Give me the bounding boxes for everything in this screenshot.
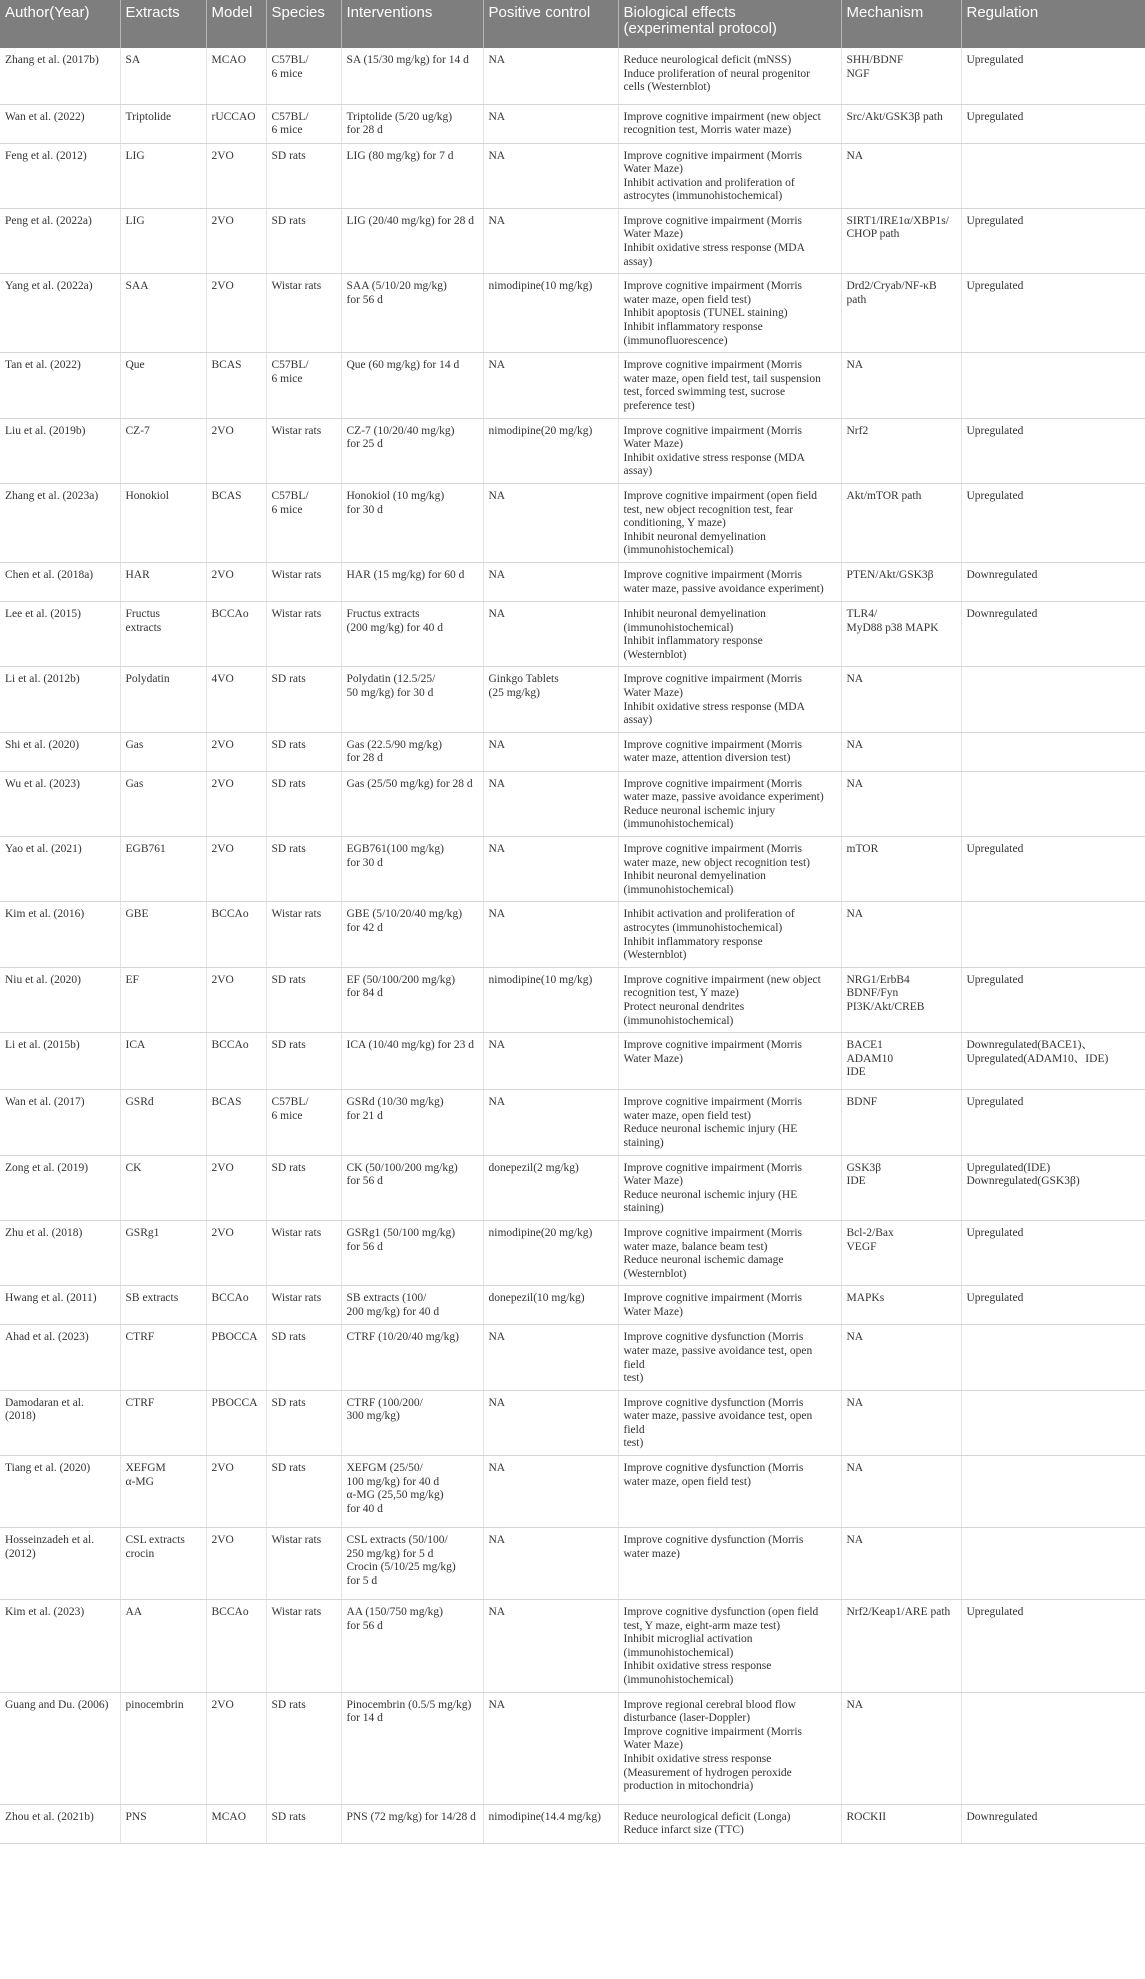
table-row — [0, 1390, 1145, 1455]
table-row — [0, 104, 1145, 143]
cell-positive-control: NA — [483, 1456, 618, 1528]
table-row — [0, 771, 1145, 836]
cell-positive-control: NA — [483, 837, 618, 902]
col-header-species: Species — [266, 0, 341, 48]
cell-mechanism: NA — [841, 1325, 961, 1390]
cell-species: SD rats — [266, 732, 341, 771]
col-header-interventions: Interventions — [341, 0, 483, 48]
cell-regulation — [961, 353, 1145, 418]
cell-biological-effects: Improve cognitive impairment (Morris water maze, balance beam test) Reduce neuronal ischemic damage (Westernblot) — [618, 1220, 841, 1285]
cell-regulation: Upregulated — [961, 1600, 1145, 1693]
cell-interventions: HAR (15 mg/kg) for 60 d — [341, 562, 483, 601]
cell-species: SD rats — [266, 208, 341, 273]
cell-positive-control: NA — [483, 771, 618, 836]
cell-biological-effects: Improve regional cerebral blood flow disturbance (laser-Doppler) Improve cognitive impairment (Morris Water Maze) Inhibit oxidative stress response (Measurement of hydrogen peroxide production in mitochondria) — [618, 1692, 841, 1804]
cell-biological-effects: Improve cognitive impairment (new object recognition test, Morris water maze) — [618, 104, 841, 143]
table-row — [0, 837, 1145, 902]
cell-model: BCAS — [206, 483, 266, 562]
cell-species: Wistar rats — [266, 1528, 341, 1600]
cell-regulation: Upregulated — [961, 274, 1145, 353]
cell-regulation: Upregulated — [961, 967, 1145, 1032]
cell-species: Wistar rats — [266, 902, 341, 967]
col-header-extracts: Extracts — [120, 0, 206, 48]
cell-regulation: Upregulated — [961, 483, 1145, 562]
cell-author: Wan et al. (2017) — [0, 1090, 120, 1155]
cell-biological-effects: Improve cognitive impairment (Morris Water Maze) — [618, 1033, 841, 1090]
cell-interventions: Gas (25/50 mg/kg) for 28 d — [341, 771, 483, 836]
cell-interventions: Gas (22.5/90 mg/kg) for 28 d — [341, 732, 483, 771]
cell-regulation: Downregulated — [961, 1804, 1145, 1843]
cell-mechanism: TLR4/ MyD88 p38 MAPK — [841, 601, 961, 666]
cell-species: C57BL/ 6 mice — [266, 483, 341, 562]
cell-mechanism: BACE1 ADAM10 IDE — [841, 1033, 961, 1090]
cell-positive-control: NA — [483, 1528, 618, 1600]
cell-mechanism: NA — [841, 1692, 961, 1804]
cell-biological-effects: Improve cognitive impairment (Morris water maze, open field test) Inhibit apoptosis (TUNEL staining) Inhibit inflammatory response (immunofluorescence) — [618, 274, 841, 353]
cell-mechanism: NA — [841, 1528, 961, 1600]
cell-species: SD rats — [266, 143, 341, 208]
cell-species: Wistar rats — [266, 418, 341, 483]
cell-regulation — [961, 1390, 1145, 1455]
col-header-mechanism: Mechanism — [841, 0, 961, 48]
cell-model: PBOCCA — [206, 1390, 266, 1455]
cell-biological-effects: Improve cognitive impairment (Morris water maze, new object recognition test) Inhibit neuronal demyelination (immunohistochemical) — [618, 837, 841, 902]
cell-author: Liu et al. (2019b) — [0, 418, 120, 483]
cell-regulation — [961, 1325, 1145, 1390]
cell-interventions: LIG (20/40 mg/kg) for 28 d — [341, 208, 483, 273]
cell-positive-control: nimodipine(14.4 mg/kg) — [483, 1804, 618, 1843]
cell-model: 2VO — [206, 1155, 266, 1220]
cell-species: SD rats — [266, 837, 341, 902]
cell-model: 2VO — [206, 771, 266, 836]
cell-species: Wistar rats — [266, 274, 341, 353]
cell-species: SD rats — [266, 967, 341, 1032]
cell-regulation: Downregulated — [961, 562, 1145, 601]
cell-positive-control: NA — [483, 1390, 618, 1455]
table-row — [0, 143, 1145, 208]
cell-model: BCCAo — [206, 1600, 266, 1693]
cell-extracts: CK — [120, 1155, 206, 1220]
cell-species: SD rats — [266, 1155, 341, 1220]
cell-regulation — [961, 771, 1145, 836]
table-body — [0, 48, 1145, 1843]
cell-mechanism: mTOR — [841, 837, 961, 902]
cell-positive-control: NA — [483, 1600, 618, 1693]
table-row — [0, 601, 1145, 666]
cell-author: Zhou et al. (2021b) — [0, 1804, 120, 1843]
cell-mechanism: Src/Akt/GSK3β path — [841, 104, 961, 143]
cell-author: Ahad et al. (2023) — [0, 1325, 120, 1390]
table-row — [0, 1155, 1145, 1220]
cell-interventions: EF (50/100/200 mg/kg) for 84 d — [341, 967, 483, 1032]
table-row — [0, 483, 1145, 562]
table-row — [0, 1325, 1145, 1390]
cell-interventions: GSRd (10/30 mg/kg) for 21 d — [341, 1090, 483, 1155]
cell-interventions: Honokiol (10 mg/kg) for 30 d — [341, 483, 483, 562]
col-header-regulation: Regulation — [961, 0, 1145, 48]
cell-species: C57BL/ 6 mice — [266, 353, 341, 418]
cell-biological-effects: Improve cognitive dysfunction (Morris water maze, passive avoidance test, open field test) — [618, 1325, 841, 1390]
cell-species: Wistar rats — [266, 1600, 341, 1693]
cell-interventions: LIG (80 mg/kg) for 7 d — [341, 143, 483, 208]
cell-biological-effects: Improve cognitive impairment (Morris water maze, attention diversion test) — [618, 732, 841, 771]
cell-author: Shi et al. (2020) — [0, 732, 120, 771]
cell-regulation: Downregulated(BACE1)、 Upregulated(ADAM10、IDE) — [961, 1033, 1145, 1090]
cell-author: Guang and Du. (2006) — [0, 1692, 120, 1804]
table-row — [0, 1090, 1145, 1155]
table-row — [0, 1286, 1145, 1325]
cell-author: Tiang et al. (2020) — [0, 1456, 120, 1528]
cell-mechanism: SHH/BDNF NGF — [841, 48, 961, 104]
cell-biological-effects: Improve cognitive impairment (Morris Water Maze) Inhibit oxidative stress response (MDA assay) — [618, 667, 841, 732]
cell-extracts: CSL extracts crocin — [120, 1528, 206, 1600]
cell-interventions: CTRF (10/20/40 mg/kg) — [341, 1325, 483, 1390]
cell-positive-control: nimodipine(10 mg/kg) — [483, 274, 618, 353]
cell-model: MCAO — [206, 48, 266, 104]
cell-positive-control: NA — [483, 48, 618, 104]
cell-author: Chen et al. (2018a) — [0, 562, 120, 601]
cell-mechanism: NA — [841, 771, 961, 836]
table-row — [0, 1220, 1145, 1285]
cell-regulation: Upregulated — [961, 1220, 1145, 1285]
cell-interventions: PNS (72 mg/kg) for 14/28 d — [341, 1804, 483, 1843]
cell-extracts: EGB761 — [120, 837, 206, 902]
table-row — [0, 418, 1145, 483]
cell-biological-effects: Improve cognitive impairment (Morris Water Maze) Reduce neuronal ischemic injury (HE staining) — [618, 1155, 841, 1220]
table-row — [0, 967, 1145, 1032]
cell-species: SD rats — [266, 1456, 341, 1528]
table-row — [0, 1456, 1145, 1528]
cell-positive-control: NA — [483, 143, 618, 208]
cell-extracts: Honokiol — [120, 483, 206, 562]
cell-regulation: Upregulated — [961, 208, 1145, 273]
cell-extracts: LIG — [120, 143, 206, 208]
cell-author: Damodaran et al. (2018) — [0, 1390, 120, 1455]
cell-positive-control: Ginkgo Tablets (25 mg/kg) — [483, 667, 618, 732]
cell-interventions: EGB761(100 mg/kg) for 30 d — [341, 837, 483, 902]
cell-author: Peng et al. (2022a) — [0, 208, 120, 273]
table-row — [0, 48, 1145, 104]
cell-author: Zhang et al. (2023a) — [0, 483, 120, 562]
cell-positive-control: NA — [483, 562, 618, 601]
cell-interventions: SB extracts (100/ 200 mg/kg) for 40 d — [341, 1286, 483, 1325]
cell-mechanism: NA — [841, 902, 961, 967]
cell-extracts: SA — [120, 48, 206, 104]
cell-interventions: SAA (5/10/20 mg/kg) for 56 d — [341, 274, 483, 353]
cell-species: C57BL/ 6 mice — [266, 48, 341, 104]
cell-biological-effects: Improve cognitive impairment (Morris Water Maze) Inhibit oxidative stress response (MDA assay) — [618, 208, 841, 273]
cell-mechanism: MAPKs — [841, 1286, 961, 1325]
cell-species: SD rats — [266, 667, 341, 732]
cell-mechanism: Nrf2 — [841, 418, 961, 483]
cell-extracts: Que — [120, 353, 206, 418]
cell-biological-effects: Improve cognitive impairment (Morris Water Maze) — [618, 1286, 841, 1325]
cell-regulation — [961, 1456, 1145, 1528]
cell-extracts: HAR — [120, 562, 206, 601]
cell-mechanism: NA — [841, 1456, 961, 1528]
cell-regulation: Upregulated — [961, 418, 1145, 483]
cell-interventions: Polydatin (12.5/25/ 50 mg/kg) for 30 d — [341, 667, 483, 732]
cell-extracts: SAA — [120, 274, 206, 353]
cell-positive-control: NA — [483, 902, 618, 967]
cell-model: PBOCCA — [206, 1325, 266, 1390]
table-row — [0, 732, 1145, 771]
cell-regulation: Upregulated — [961, 48, 1145, 104]
cell-mechanism: NRG1/ErbB4 BDNF/Fyn PI3K/Akt/CREB — [841, 967, 961, 1032]
cell-interventions: XEFGM (25/50/ 100 mg/kg) for 40 d α-MG (25,50 mg/kg) for 40 d — [341, 1456, 483, 1528]
cell-mechanism: NA — [841, 732, 961, 771]
cell-positive-control: nimodipine(10 mg/kg) — [483, 967, 618, 1032]
cell-regulation — [961, 143, 1145, 208]
cell-positive-control: donepezil(2 mg/kg) — [483, 1155, 618, 1220]
cell-interventions: Fructus extracts (200 mg/kg) for 40 d — [341, 601, 483, 666]
cell-species: Wistar rats — [266, 1286, 341, 1325]
cell-author: Zhu et al. (2018) — [0, 1220, 120, 1285]
cell-biological-effects: Improve cognitive dysfunction (Morris water maze) — [618, 1528, 841, 1600]
table-row — [0, 1692, 1145, 1804]
cell-interventions: CZ-7 (10/20/40 mg/kg) for 25 d — [341, 418, 483, 483]
cell-model: 2VO — [206, 1528, 266, 1600]
cell-regulation: Downregulated — [961, 601, 1145, 666]
cell-species: Wistar rats — [266, 1220, 341, 1285]
cell-species: SD rats — [266, 1325, 341, 1390]
cell-positive-control: NA — [483, 353, 618, 418]
cell-biological-effects: Improve cognitive impairment (Morris water maze, open field test) Reduce neuronal ischemic injury (HE staining) — [618, 1090, 841, 1155]
cell-species: SD rats — [266, 1692, 341, 1804]
cell-biological-effects: Improve cognitive impairment (new object recognition test, Y maze) Protect neuronal dendrites (immunohistochemical) — [618, 967, 841, 1032]
cell-regulation — [961, 1692, 1145, 1804]
cell-mechanism: Akt/mTOR path — [841, 483, 961, 562]
cell-extracts: Gas — [120, 771, 206, 836]
cell-positive-control: NA — [483, 104, 618, 143]
cell-extracts: CTRF — [120, 1325, 206, 1390]
table-row — [0, 1528, 1145, 1600]
cell-mechanism: Drd2/Cryab/NF-κB path — [841, 274, 961, 353]
cell-model: MCAO — [206, 1804, 266, 1843]
cell-model: BCAS — [206, 1090, 266, 1155]
cell-author: Zhang et al. (2017b) — [0, 48, 120, 104]
cell-positive-control: NA — [483, 601, 618, 666]
cell-interventions: GBE (5/10/20/40 mg/kg) for 42 d — [341, 902, 483, 967]
cell-extracts: XEFGM α-MG — [120, 1456, 206, 1528]
cell-author: Yao et al. (2021) — [0, 837, 120, 902]
cell-biological-effects: Improve cognitive impairment (open field test, new object recognition test, fear conditioning, Y maze) Inhibit neuronal demyelination (immunohistochemical) — [618, 483, 841, 562]
cell-model: BCCAo — [206, 601, 266, 666]
cell-model: 2VO — [206, 1456, 266, 1528]
cell-mechanism: ROCKII — [841, 1804, 961, 1843]
cell-biological-effects: Improve cognitive impairment (Morris water maze, open field test, tail suspension test, forced swimming test, sucrose preference test) — [618, 353, 841, 418]
cell-model: 2VO — [206, 208, 266, 273]
cell-interventions: CK (50/100/200 mg/kg) for 56 d — [341, 1155, 483, 1220]
cell-extracts: PNS — [120, 1804, 206, 1843]
cell-regulation — [961, 732, 1145, 771]
cell-positive-control: nimodipine(20 mg/kg) — [483, 1220, 618, 1285]
col-header-model: Model — [206, 0, 266, 48]
cell-model: BCAS — [206, 353, 266, 418]
cell-interventions: Triptolide (5/20 ug/kg) for 28 d — [341, 104, 483, 143]
cell-model: BCCAo — [206, 1286, 266, 1325]
cell-species: Wistar rats — [266, 562, 341, 601]
cell-model: rUCCAO — [206, 104, 266, 143]
table-row — [0, 1600, 1145, 1693]
cell-model: 2VO — [206, 1220, 266, 1285]
cell-author: Li et al. (2015b) — [0, 1033, 120, 1090]
cell-author: Yang et al. (2022a) — [0, 274, 120, 353]
cell-species: SD rats — [266, 771, 341, 836]
cell-mechanism: PTEN/Akt/GSK3β — [841, 562, 961, 601]
cell-mechanism: NA — [841, 353, 961, 418]
table-row — [0, 274, 1145, 353]
cell-species: Wistar rats — [266, 601, 341, 666]
cell-mechanism: NA — [841, 1390, 961, 1455]
cell-interventions: SA (15/30 mg/kg) for 14 d — [341, 48, 483, 104]
cell-extracts: ICA — [120, 1033, 206, 1090]
cell-model: 2VO — [206, 967, 266, 1032]
cell-author: Kim et al. (2023) — [0, 1600, 120, 1693]
cell-model: 4VO — [206, 667, 266, 732]
cell-model: BCCAo — [206, 1033, 266, 1090]
cell-extracts: Polydatin — [120, 667, 206, 732]
cell-model: 2VO — [206, 274, 266, 353]
cell-extracts: GSRd — [120, 1090, 206, 1155]
cell-regulation: Upregulated — [961, 1090, 1145, 1155]
cell-interventions: CSL extracts (50/100/ 250 mg/kg) for 5 d Crocin (5/10/25 mg/kg) for 5 d — [341, 1528, 483, 1600]
cell-extracts: SB extracts — [120, 1286, 206, 1325]
cell-regulation: Upregulated — [961, 837, 1145, 902]
cell-species: C57BL/ 6 mice — [266, 1090, 341, 1155]
cell-mechanism: GSK3β IDE — [841, 1155, 961, 1220]
cell-species: SD rats — [266, 1033, 341, 1090]
cell-extracts: Gas — [120, 732, 206, 771]
cell-positive-control: nimodipine(20 mg/kg) — [483, 418, 618, 483]
cell-positive-control: donepezil(10 mg/kg) — [483, 1286, 618, 1325]
table-row — [0, 562, 1145, 601]
cell-interventions: ICA (10/40 mg/kg) for 23 d — [341, 1033, 483, 1090]
cell-extracts: AA — [120, 1600, 206, 1693]
cell-biological-effects: Inhibit activation and proliferation of astrocytes (immunohistochemical) Inhibit inflammatory response (Westernblot) — [618, 902, 841, 967]
cell-author: Niu et al. (2020) — [0, 967, 120, 1032]
cell-interventions: Pinocembrin (0.5/5 mg/kg) for 14 d — [341, 1692, 483, 1804]
cell-biological-effects: Improve cognitive impairment (Morris water maze, passive avoidance experiment) — [618, 562, 841, 601]
cell-interventions: CTRF (100/200/ 300 mg/kg) — [341, 1390, 483, 1455]
cell-species: C57BL/ 6 mice — [266, 104, 341, 143]
cell-biological-effects: Improve cognitive impairment (Morris Water Maze) Inhibit activation and proliferation of astrocytes (immunohistochemical) — [618, 143, 841, 208]
cell-positive-control: NA — [483, 208, 618, 273]
header-row — [0, 0, 1145, 48]
cell-species: SD rats — [266, 1390, 341, 1455]
cell-species: SD rats — [266, 1804, 341, 1843]
table-row — [0, 208, 1145, 273]
cell-author: Kim et al. (2016) — [0, 902, 120, 967]
table-row — [0, 1033, 1145, 1090]
cell-extracts: Fructus extracts — [120, 601, 206, 666]
col-header-positive-control: Positive control — [483, 0, 618, 48]
cell-extracts: Triptolide — [120, 104, 206, 143]
cell-extracts: EF — [120, 967, 206, 1032]
cell-biological-effects: Improve cognitive impairment (Morris Water Maze) Inhibit oxidative stress response (MDA assay) — [618, 418, 841, 483]
table-row — [0, 902, 1145, 967]
cell-mechanism: Bcl-2/Bax VEGF — [841, 1220, 961, 1285]
cell-author: Hosseinzadeh et al. (2012) — [0, 1528, 120, 1600]
cell-biological-effects: Improve cognitive dysfunction (Morris water maze, open field test) — [618, 1456, 841, 1528]
cell-model: 2VO — [206, 143, 266, 208]
cell-positive-control: NA — [483, 483, 618, 562]
cell-author: Wan et al. (2022) — [0, 104, 120, 143]
cell-author: Feng et al. (2012) — [0, 143, 120, 208]
cell-mechanism: SIRT1/IRE1α/XBP1s/ CHOP path — [841, 208, 961, 273]
cell-interventions: AA (150/750 mg/kg) for 56 d — [341, 1600, 483, 1693]
cell-positive-control: NA — [483, 732, 618, 771]
cell-extracts: pinocembrin — [120, 1692, 206, 1804]
cell-model: 2VO — [206, 562, 266, 601]
cell-biological-effects: Improve cognitive dysfunction (Morris water maze, passive avoidance test, open field test) — [618, 1390, 841, 1455]
cell-positive-control: NA — [483, 1692, 618, 1804]
cell-mechanism: BDNF — [841, 1090, 961, 1155]
cell-author: Zong et al. (2019) — [0, 1155, 120, 1220]
cell-regulation: Upregulated — [961, 1286, 1145, 1325]
cell-regulation: Upregulated — [961, 104, 1145, 143]
cell-model: 2VO — [206, 418, 266, 483]
cell-model: BCCAo — [206, 902, 266, 967]
cell-interventions: GSRg1 (50/100 mg/kg) for 56 d — [341, 1220, 483, 1285]
table-row — [0, 1804, 1145, 1843]
cell-extracts: CTRF — [120, 1390, 206, 1455]
cell-mechanism: NA — [841, 667, 961, 732]
cell-extracts: GBE — [120, 902, 206, 967]
cell-model: 2VO — [206, 837, 266, 902]
cell-author: Hwang et al. (2011) — [0, 1286, 120, 1325]
col-header-author: Author(Year) — [0, 0, 120, 48]
cell-mechanism: NA — [841, 143, 961, 208]
cell-author: Wu et al. (2023) — [0, 771, 120, 836]
cell-author: Lee et al. (2015) — [0, 601, 120, 666]
cell-regulation — [961, 902, 1145, 967]
cell-biological-effects: Reduce neurological deficit (Longa) Reduce infarct size (TTC) — [618, 1804, 841, 1843]
cell-interventions: Que (60 mg/kg) for 14 d — [341, 353, 483, 418]
cell-biological-effects: Improve cognitive dysfunction (open field test, Y maze, eight-arm maze test) Inhibit microglial activation (immunohistochemical) Inhibit oxidative stress response (immunohistochemical) — [618, 1600, 841, 1693]
cell-positive-control: NA — [483, 1033, 618, 1090]
cell-positive-control: NA — [483, 1325, 618, 1390]
cell-author: Tan et al. (2022) — [0, 353, 120, 418]
cell-biological-effects: Improve cognitive impairment (Morris water maze, passive avoidance experiment) Reduce neuronal ischemic injury (immunohistochemical) — [618, 771, 841, 836]
cell-regulation: Upregulated(IDE) Downregulated(GSK3β) — [961, 1155, 1145, 1220]
cell-model: 2VO — [206, 1692, 266, 1804]
cell-extracts: LIG — [120, 208, 206, 273]
cell-mechanism: Nrf2/Keap1/ARE path — [841, 1600, 961, 1693]
cell-model: 2VO — [206, 732, 266, 771]
cell-biological-effects: Inhibit neuronal demyelination (immunohistochemical) Inhibit inflammatory response (Westernblot) — [618, 601, 841, 666]
cell-positive-control: NA — [483, 1090, 618, 1155]
cell-extracts: CZ-7 — [120, 418, 206, 483]
cell-regulation — [961, 667, 1145, 732]
col-header-biological-effects: Biological effects (experimental protocol) — [618, 0, 841, 48]
cell-biological-effects: Reduce neurological deficit (mNSS) Induce proliferation of neural progenitor cells (Westernblot) — [618, 48, 841, 104]
cell-extracts: GSRg1 — [120, 1220, 206, 1285]
table-row — [0, 353, 1145, 418]
table-row — [0, 667, 1145, 732]
cell-regulation — [961, 1528, 1145, 1600]
cell-author: Li et al. (2012b) — [0, 667, 120, 732]
